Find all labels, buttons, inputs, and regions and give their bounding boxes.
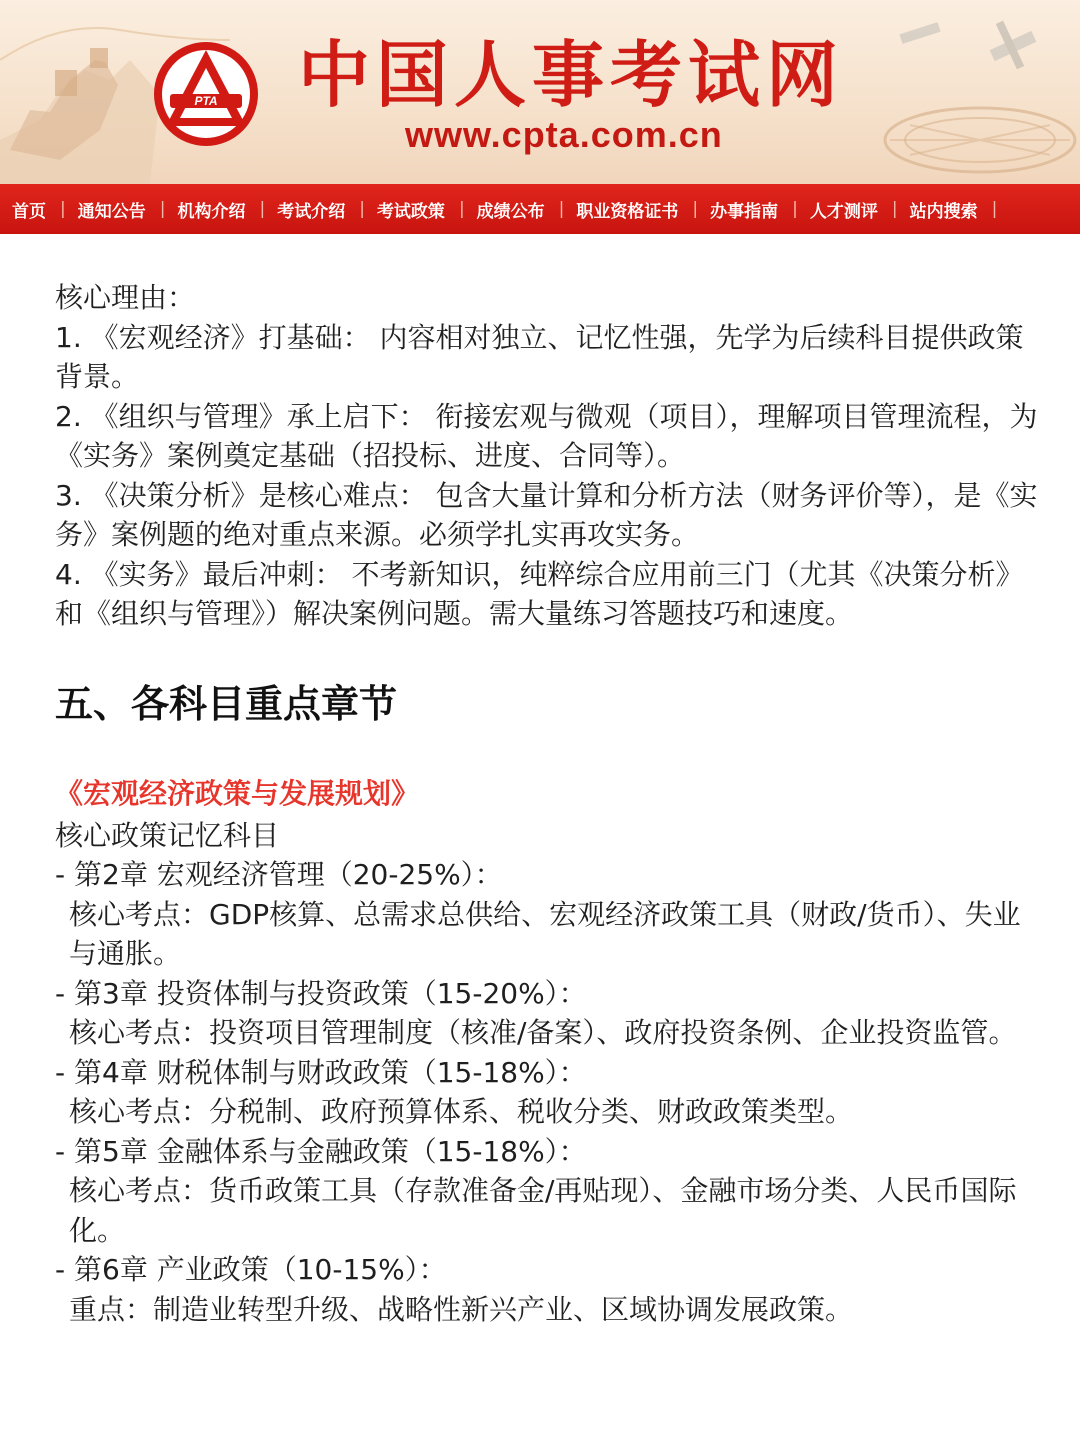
reasons-title: 核心理由： (55, 281, 196, 314)
logo-text: PTA (194, 94, 218, 108)
reason-item: 1. 《宏观经济》打基础： 内容相对独立、记忆性强，先学为后续科目提供政策背景。 (55, 320, 1024, 393)
chapter-heading: - 第3章 投资体制与投资政策（15-20%）： (55, 976, 587, 1010)
subject-description: 核心政策记忆科目 (55, 818, 280, 852)
subject-title: 《宏观经济政策与发展规划》 (55, 776, 420, 810)
chapter-heading: - 第6章 产业政策（10-15%）： (55, 1253, 447, 1286)
chapter-key-points: 重点：制造业转型升级、战略性新兴产业、区域协调发展政策。 (69, 1292, 854, 1326)
chapter-key-points: 核心考点：GDP核算、总需求总供给、宏观经济政策工具（财政/货币）、失业与通胀。 (69, 897, 1021, 970)
bird-nest-illustration (820, 0, 1080, 184)
nav-site-search[interactable]: 站内搜索 | (909, 199, 998, 222)
chapter-key-points: 核心考点：投资项目管理制度（核准/备案）、政府投资条例、企业投资监管。 (69, 1016, 1017, 1049)
nav-talent-assessment[interactable]: 人才测评 | (809, 199, 898, 222)
chapter-key-points: 核心考点：分税制、政府预算体系、税收分类、财政政策类型。 (69, 1095, 854, 1128)
section-heading: 五、各科目重点章节 (55, 681, 398, 726)
site-header (0, 0, 1080, 184)
article-content (55, 278, 1040, 1329)
site-url[interactable]: www.cpta.com.cn (405, 114, 723, 155)
chapter-key-points: 核心考点：货币政策工具（存款准备金/再贴现）、金融市场分类、人民币国际化。 (69, 1174, 1017, 1247)
nav-scores[interactable]: 成绩公布 | (476, 199, 565, 222)
main-navigation (0, 184, 1080, 234)
nav-certificates[interactable]: 职业资格证书 | (576, 199, 699, 222)
chapter-heading: - 第5章 金融体系与金融政策（15-18%）： (55, 1134, 587, 1168)
nav-about[interactable]: 机构介绍 | (177, 199, 266, 222)
pta-logo (150, 38, 262, 150)
chapter-heading: - 第4章 财税体制与财政政策（15-18%）： (55, 1055, 587, 1089)
nav-exam-intro[interactable]: 考试介绍 | (277, 199, 365, 222)
nav-guide[interactable]: 办事指南 | (710, 199, 798, 222)
nav-exam-policy[interactable]: 考试政策 | (376, 199, 465, 222)
chapter-heading: - 第2章 宏观经济管理（20-25%）： (55, 858, 503, 891)
reason-item: 2. 《组织与管理》承上启下： 衔接宏观与微观（项目），理解项目管理流程，为《实务》案例奠定基础（招投标、进度、合同等）。 (55, 399, 1038, 472)
site-title[interactable]: 中国人事考试网 (298, 33, 845, 117)
nav-notices[interactable]: 通知公告 | (77, 199, 166, 222)
nav-home[interactable]: 首页 | (12, 199, 66, 222)
reason-item: 3. 《决策分析》是核心难点： 包含大量计算和分析方法（财务评价等），是《实务》案例题的绝对重点来源。必须学扎实再攻实务。 (55, 478, 1038, 551)
reason-item: 4. 《实务》最后冲刺： 不考新知识，纯粹综合应用前三门（尤其《决策分析》和《组织与管理》）解决案例问题。需大量练习答题技巧和速度。 (55, 557, 1024, 630)
